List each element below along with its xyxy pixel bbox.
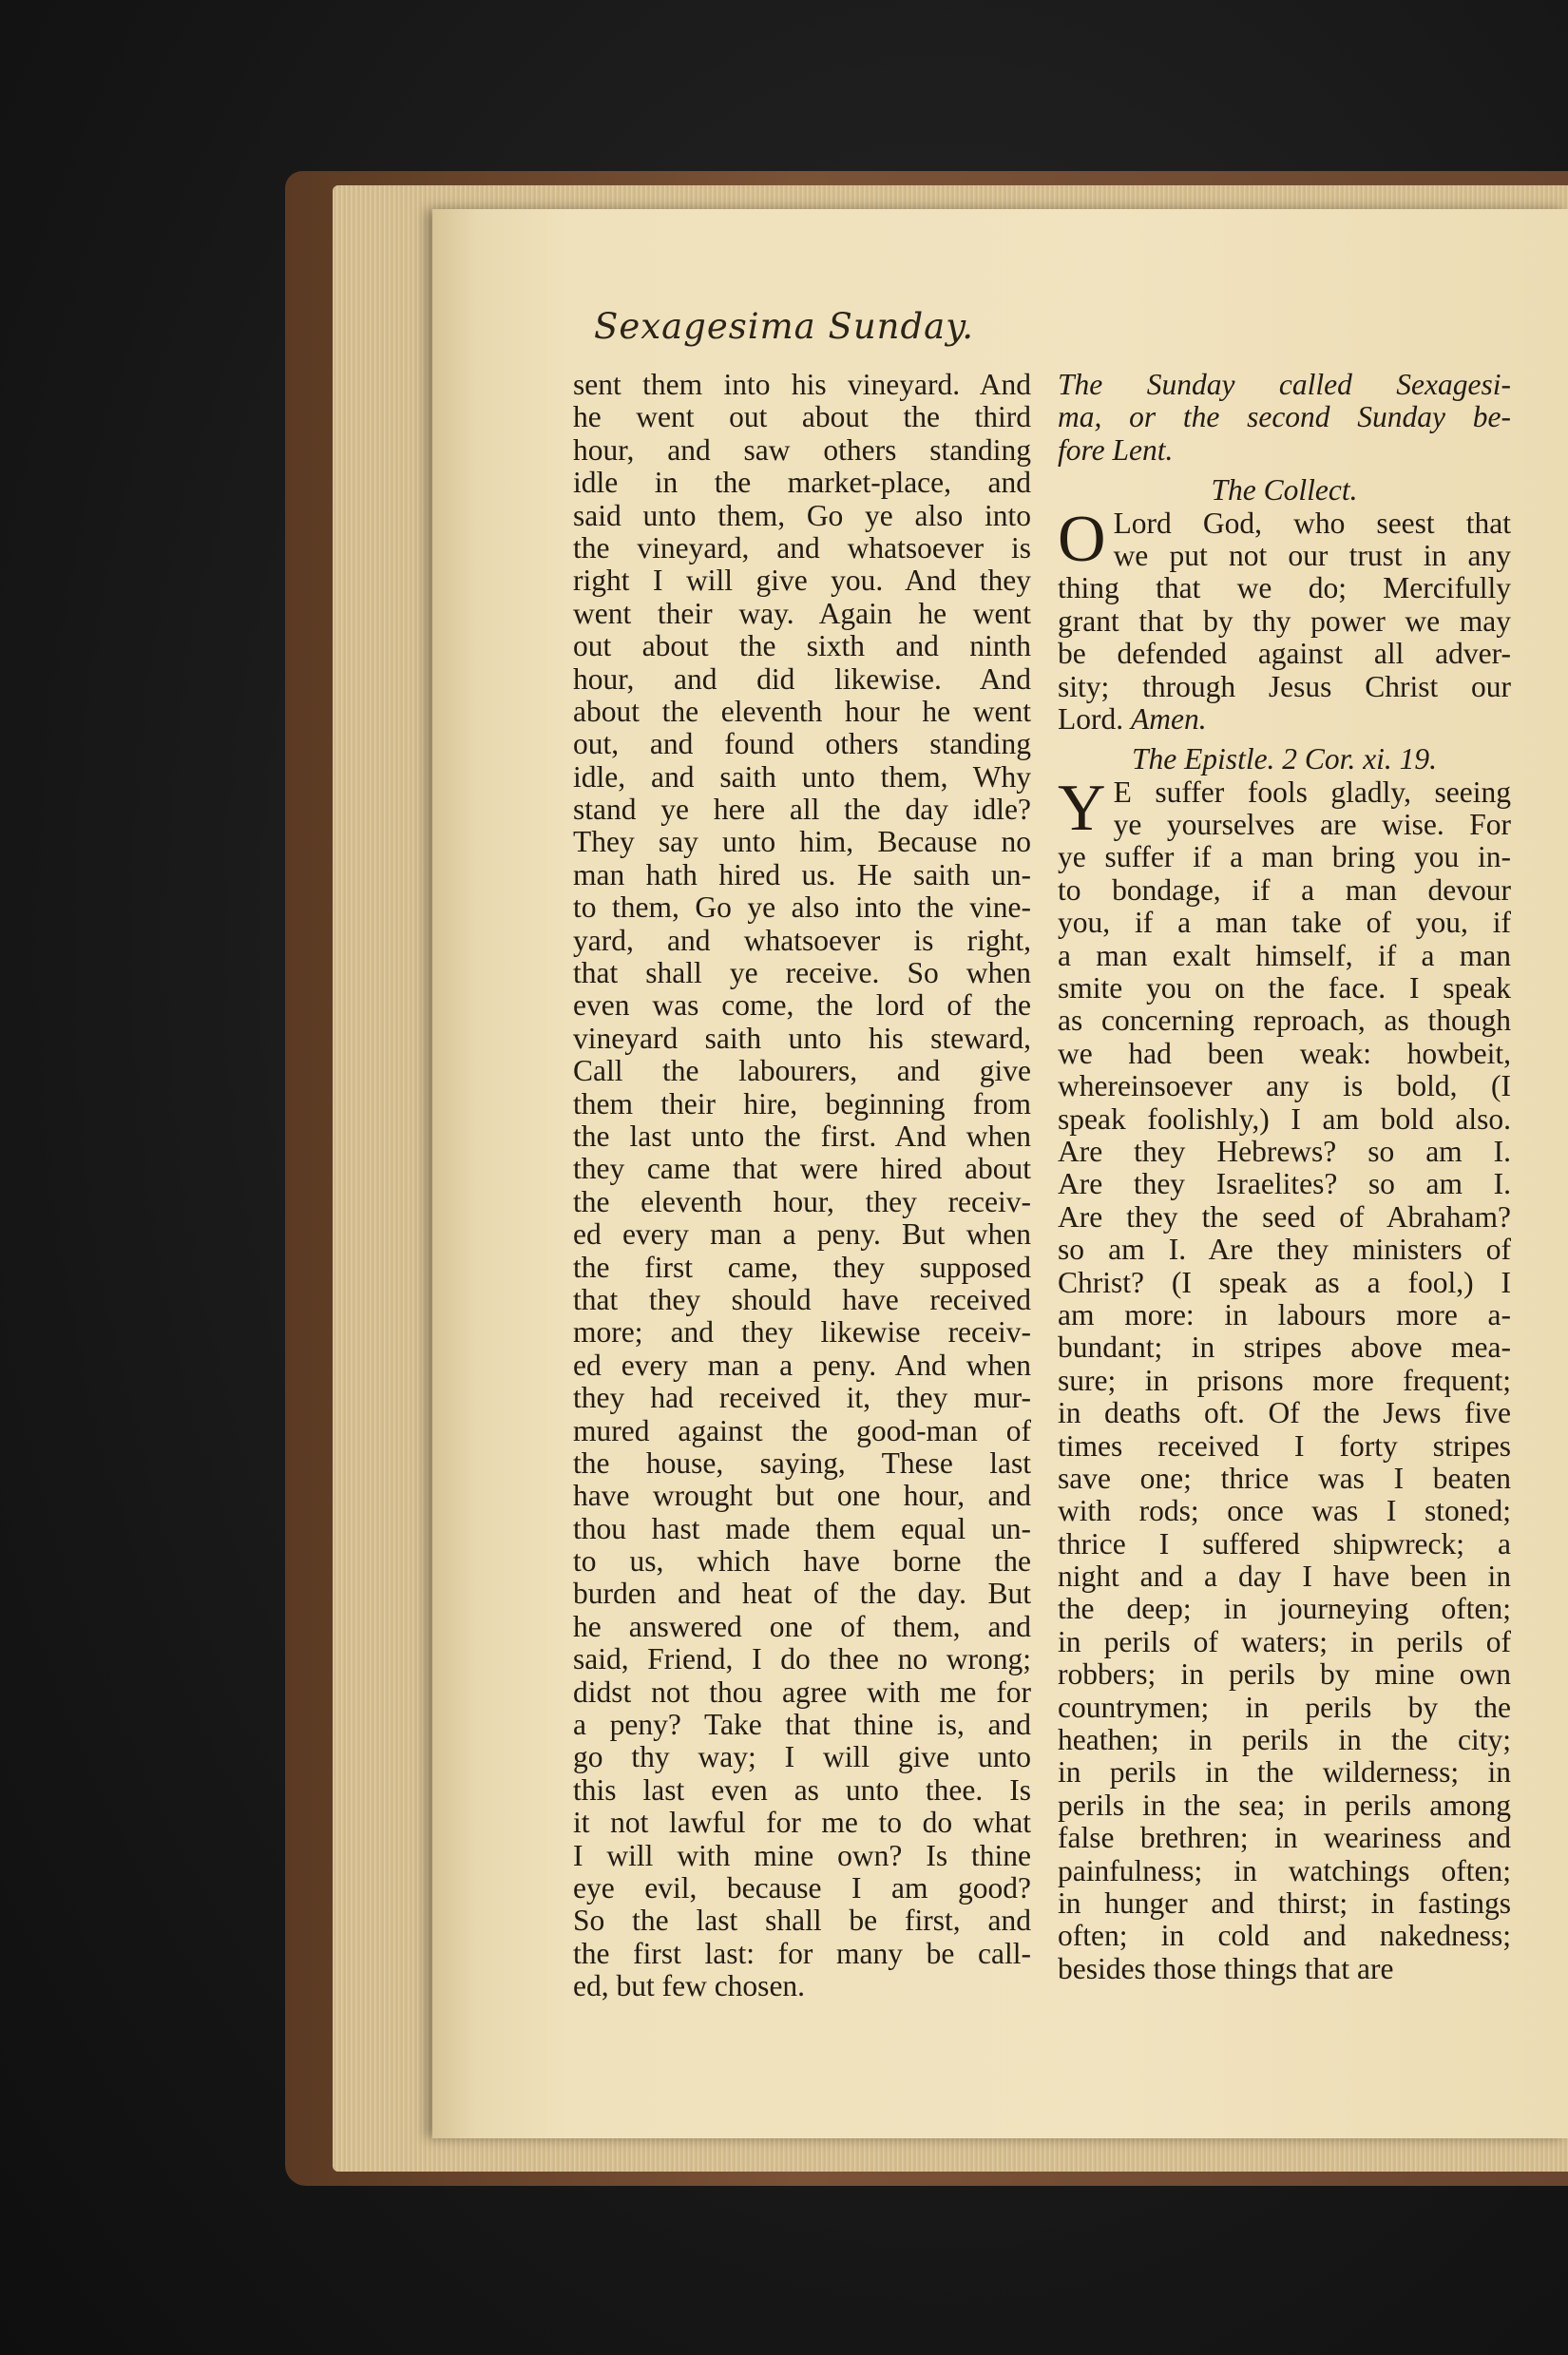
epistle-line: we had been weak: howbeit, — [1058, 1036, 1511, 1070]
gospel-line: that shall ye receive. So when — [573, 956, 1031, 990]
sunday-title — [1058, 369, 1511, 467]
epistle-line: night and a day I have been in — [1058, 1560, 1511, 1594]
gospel-line: the house, saying, These last — [573, 1446, 1031, 1480]
epistle-line: ye yourselves are wise. For — [1113, 808, 1511, 842]
epistle-line: you, if a man take of you, if — [1058, 906, 1511, 940]
epistle-line: Are they Hebrews? so am I. — [1058, 1134, 1511, 1168]
gospel-line: idle, and saith unto them, Why — [573, 759, 1031, 794]
epistle-line: Christ? (I speak as a fool,) I — [1058, 1265, 1511, 1299]
epistle-line: speak foolishly,) I am bold also. — [1058, 1101, 1511, 1136]
gospel-line: the first last: for many be call- — [573, 1936, 1031, 1970]
epistle-line: to bondage, if a man devour — [1058, 872, 1511, 907]
collect-paragraph — [1058, 502, 1511, 737]
gospel-line: it not lawful for me to do what — [573, 1806, 1031, 1840]
epistle-dropcap: Y — [1058, 771, 1106, 845]
gospel-line: They say unto him, Because no — [573, 825, 1031, 859]
gospel-line: mured against the good-man of — [573, 1413, 1031, 1447]
gospel-line: to us, which have borne the — [573, 1544, 1031, 1579]
collect-line: grant that by thy power we may — [1058, 603, 1511, 638]
collect-line: Lord God, who seest that — [1113, 506, 1511, 540]
epistle-line: false brethren; in weariness and — [1058, 1821, 1511, 1855]
gospel-line: ed every man a peny. And when — [573, 1348, 1031, 1382]
epistle-line: am more: in labours more a- — [1058, 1297, 1511, 1331]
epistle-line: in deaths oft. Of the Jews five — [1058, 1396, 1511, 1430]
epistle-line: bundant; in stripes above mea- — [1058, 1331, 1511, 1365]
epistle-line: as concerning reproach, as though — [1058, 1004, 1511, 1038]
collect-line: Lord. Amen. — [1058, 701, 1207, 736]
gospel-line: more; and they likewise receiv- — [573, 1315, 1031, 1350]
epistle-line: E suffer fools gladly, seeing — [1113, 775, 1511, 809]
gospel-line: hour, and did likewise. And — [573, 661, 1031, 696]
epistle-line: countrymen; in perils by the — [1058, 1690, 1511, 1724]
gospel-line: ed, but few chosen. — [573, 1969, 806, 2003]
epistle-line: in perils of waters; in perils of — [1058, 1624, 1511, 1658]
gospel-line: the first came, they supposed — [573, 1250, 1031, 1284]
epistle-line: Are they Israelites? so am I. — [1058, 1167, 1511, 1201]
gospel-line: hour, and saw others standing — [573, 432, 1031, 467]
epistle-line: so am I. Are they ministers of — [1058, 1233, 1511, 1267]
gospel-line: burden and heat of the day. But — [573, 1577, 1031, 1611]
gospel-line: didst not thou agree with me for — [573, 1675, 1031, 1709]
gospel-line: this last even as unto thee. Is — [573, 1772, 1031, 1807]
gospel-line: So the last shall be first, and — [573, 1904, 1031, 1938]
gospel-line: stand ye here all the day idle? — [573, 793, 1031, 827]
gospel-line: eye evil, because I am good? — [573, 1870, 1031, 1905]
gospel-line: have wrought but one hour, and — [573, 1479, 1031, 1513]
gospel-line: yard, and whatsoever is right, — [573, 923, 1031, 957]
gospel-line: a peny? Take that thine is, and — [573, 1708, 1031, 1742]
epistle-line: ye suffer if a man bring you in- — [1058, 840, 1511, 874]
epistle-line: times received I forty stripes — [1058, 1428, 1511, 1463]
gospel-line: even was come, the lord of the — [573, 988, 1031, 1023]
collect-line: sity; through Jesus Christ our — [1058, 669, 1511, 703]
gospel-line: vineyard saith unto his steward, — [573, 1021, 1031, 1055]
gospel-line: he answered one of them, and — [573, 1609, 1031, 1643]
title-line: fore Lent. — [1058, 432, 1174, 467]
gospel-line: idle in the market-place, and — [573, 466, 1031, 500]
collect-line: be defended against all adver- — [1058, 637, 1511, 671]
epistle-line: smite you on the face. I speak — [1058, 971, 1511, 1005]
gospel-line: them their hire, beginning from — [573, 1086, 1031, 1120]
collect-dropcap: O — [1058, 502, 1106, 576]
epistle-line: robbers; in perils by mine own — [1058, 1657, 1511, 1692]
gospel-line: the eleventh hour, they receiv- — [573, 1184, 1031, 1218]
epistle-line: often; in cold and nakedness; — [1058, 1919, 1511, 1953]
collect-heading: The Collect. — [1211, 473, 1358, 507]
gospel-line: they had received it, they mur- — [573, 1381, 1031, 1415]
gospel-line: went their way. Again he went — [573, 596, 1031, 630]
gospel-line: man hath hired us. He saith un- — [573, 857, 1031, 891]
gospel-line: I will with mine own? Is thine — [573, 1838, 1031, 1872]
gospel-line: they came that were hired about — [573, 1152, 1031, 1186]
epistle-line: a man exalt himself, if a man — [1058, 938, 1511, 972]
epistle-line: thrice I suffered shipwreck; a — [1058, 1526, 1511, 1560]
epistle-line: with rods; once was I stoned; — [1058, 1494, 1511, 1528]
gospel-line: Call the labourers, and give — [573, 1054, 1031, 1088]
gospel-line: that they should have received — [573, 1282, 1031, 1316]
gospel-line: to them, Go ye also into the vine- — [573, 890, 1031, 925]
epistle-paragraph — [1058, 771, 1511, 1985]
epistle-line: the deep; in journeying often; — [1058, 1592, 1511, 1626]
gospel-line: go thy way; I will give unto — [573, 1740, 1031, 1774]
epistle-line: painfulness; in watchings often; — [1058, 1853, 1511, 1887]
gospel-line: out about the sixth and ninth — [573, 629, 1031, 663]
epistle-line: sure; in prisons more frequent; — [1058, 1363, 1511, 1397]
epistle-line: in hunger and thirst; in fastings — [1058, 1886, 1511, 1920]
gospel-line: ed every man a peny. But when — [573, 1217, 1031, 1252]
collect-line: thing that we do; Mercifully — [1058, 571, 1511, 605]
gospel-line: about the eleventh hour he went — [573, 694, 1031, 728]
epistle-line: in perils in the wilderness; in — [1058, 1755, 1511, 1790]
epistle-line: perils in the sea; in perils among — [1058, 1788, 1511, 1822]
epistle-line: Are they the seed of Abraham? — [1058, 1199, 1511, 1234]
title-line: The Sunday called Sexagesi- — [1058, 368, 1511, 401]
right-column — [1058, 369, 1511, 1985]
gospel-line: said unto them, Go ye also into — [573, 498, 1031, 532]
epistle-line: heathen; in perils in the city; — [1058, 1723, 1511, 1757]
gospel-line: said, Friend, I do thee no wrong; — [573, 1642, 1031, 1676]
title-line: ma, or the second Sunday be- — [1058, 400, 1511, 434]
gospel-line: the last unto the first. And when — [573, 1119, 1031, 1153]
epistle-heading: The Epistle. 2 Cor. xi. 19. — [1131, 742, 1438, 776]
epistle-line: besides those things that are — [1058, 1951, 1394, 1985]
gospel-line: right I will give you. And they — [573, 564, 1031, 598]
gospel-line: sent them into his vineyard. And — [573, 368, 1031, 401]
gospel-line: out, and found others standing — [573, 727, 1031, 761]
running-head: Sexagesima Sunday. — [594, 306, 974, 347]
gospel-line: he went out about the third — [573, 400, 1031, 434]
epistle-line: save one; thrice was I beaten — [1058, 1461, 1511, 1495]
left-column — [573, 369, 1031, 2003]
gospel-line: the vineyard, and whatsoever is — [573, 530, 1031, 565]
gospel-line: thou hast made them equal un- — [573, 1511, 1031, 1545]
collect-line: we put not our trust in any — [1113, 538, 1511, 572]
epistle-line: whereinsoever any is bold, (I — [1058, 1069, 1511, 1103]
